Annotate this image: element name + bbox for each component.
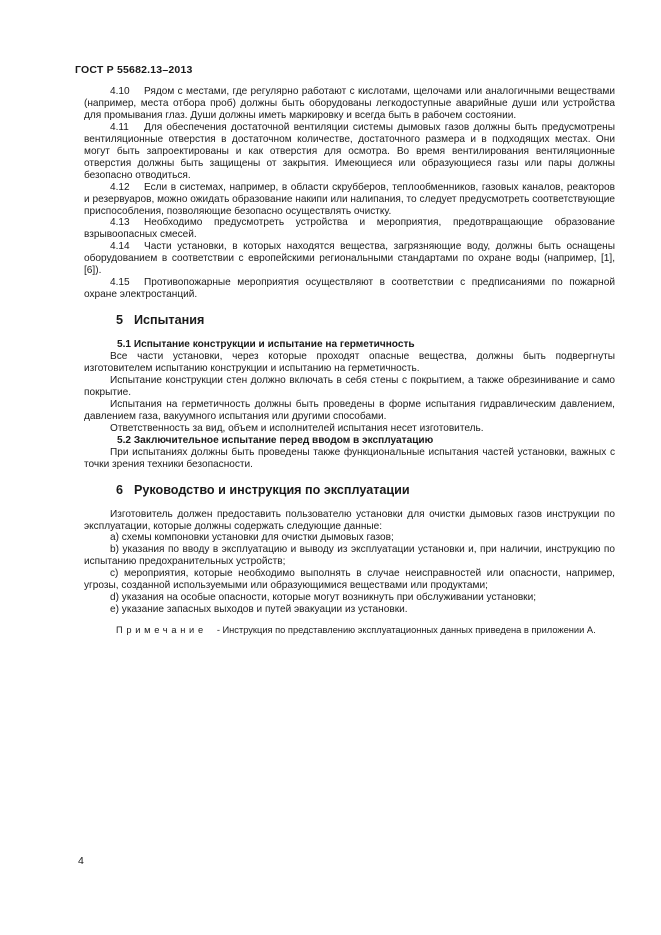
document-header: ГОСТ Р 55682.13–2013 xyxy=(75,64,193,76)
paragraph: Изготовитель должен предоставить пользователю установки для очистки дымовых газов инструкции по эксплуатации, которые должны содержать следующие данные: xyxy=(84,508,615,532)
clause-number: 4.13 xyxy=(110,217,130,229)
list-item: а) схемы компоновки установки для очистки дымовых газов; xyxy=(110,532,394,544)
clause-number: 4.14 xyxy=(110,241,130,253)
list-item: d) указания на особые опасности, которые могут возникнуть при обслуживании установки; xyxy=(110,592,537,604)
subsection-5-2-heading: 5.2 Заключительное испытание перед вводом в эксплуатацию xyxy=(117,434,434,446)
clause-number: 4.11 xyxy=(110,121,129,133)
clause-text: Для обеспечения достаточной вентиляции системы дымовых газов должны быть предусмотрены вентиляционные отверстия в достаточном количестве, достаточного размера и в подходящих местах. Они могут быть запроектированы и как отверстия для осмотра. Во время вентилирования вентиляционные отверстия должны быть защищены от закрытия. Имеющиеся или образующиеся газы или пары должны безопасно отводиться. xyxy=(84,121,615,181)
clause-number: 4.15 xyxy=(110,277,130,289)
paragraph: Ответственность за вид, объем и исполнителей испытания несет изготовитель. xyxy=(110,422,484,434)
clause-number: 4.12 xyxy=(110,181,130,193)
clause-4-12 xyxy=(84,182,615,218)
list-item: b) указания по вводу в эксплуатацию и выводу из эксплуатации установки и, при наличии, инструкцию по испытанию предохранительных устройств; xyxy=(84,544,615,568)
clause-text: Если в системах, например, в области скрубберов, теплообменников, газовых каналов, реакторов и резервуаров, можно ожидать образование накипи или налипания, то следует предусмотреть соответствующие приспособления, позволяющие безопасно осуществлять очистку. xyxy=(84,181,615,217)
clause-4-15 xyxy=(84,277,615,301)
clause-text: Необходимо предусмотреть устройства и мероприятия, предотвращающие образование взрывоопасных смесей. xyxy=(84,217,615,241)
clause-4-10 xyxy=(84,86,615,122)
paragraph: Испытание конструкции стен должно включать в себя стены с покрытием, а также обрезинивание и само покрытие. xyxy=(84,374,615,398)
section-6-heading xyxy=(116,482,615,497)
note-text: - Инструкция по представлению эксплуатационных данных приведена в приложении А. xyxy=(216,625,596,636)
paragraph: Испытания на герметичность должны быть проведены в форме испытания гидравлическим давлением, давлением газа, вакуумного испытания или другими способами. xyxy=(84,398,615,422)
document-body xyxy=(84,86,615,637)
clause-number: 4.10 xyxy=(110,86,130,97)
page-number: 4 xyxy=(78,855,84,867)
section-title: Испытания xyxy=(134,313,205,328)
clause-text: Противопожарные мероприятия осуществляют в соответствии с предписаниями по пожарной охране электростанций. xyxy=(84,277,615,301)
paragraph: Все части установки, через которые проходят опасные вещества, должны быть подвергнуты изготовителем испытанию конструкции и испытанию на герметичность. xyxy=(84,351,615,375)
section-5-heading xyxy=(116,315,615,327)
list-item: с) мероприятия, которые необходимо выполнять в случае неисправностей или опасности, например, угрозы, созданной используемыми или образующимися веществами или продуктами; xyxy=(84,568,615,592)
section-title: Руководство и инструкция по эксплуатации xyxy=(134,482,410,497)
list-item: е) указание запасных выходов и путей эвакуации из установки. xyxy=(110,604,408,616)
section-number: 6 xyxy=(116,482,124,497)
subsection-5-1-heading: 5.1 Испытание конструкции и испытание на герметичность xyxy=(117,339,415,351)
clause-4-11 xyxy=(84,122,615,182)
section-number: 5 xyxy=(116,313,124,328)
clause-4-14 xyxy=(84,241,615,277)
clause-text: Части установки, в которых находятся вещества, загрязняющие воду, должны быть оснащены оборудованием в соответствии с европейскими региональными стандартами по охране воды (например, [1], [6]). xyxy=(84,241,615,277)
note xyxy=(84,625,615,636)
clause-4-13 xyxy=(84,217,615,241)
paragraph: При испытаниях должны быть проведены также функциональные испытания частей установки, важных с точки зрения техники безопасности. xyxy=(84,446,615,470)
note-lead: Примечание xyxy=(116,625,207,636)
clause-text: Рядом с местами, где регулярно работают с кислотами, щелочами или аналогичными веществами (например, места отбора проб) должны быть оборудованы легкодоступные аварийные души или устройства для промывания глаз. Души должны иметь маркировку и всегда быть в рабочем состоянии. xyxy=(84,86,615,121)
